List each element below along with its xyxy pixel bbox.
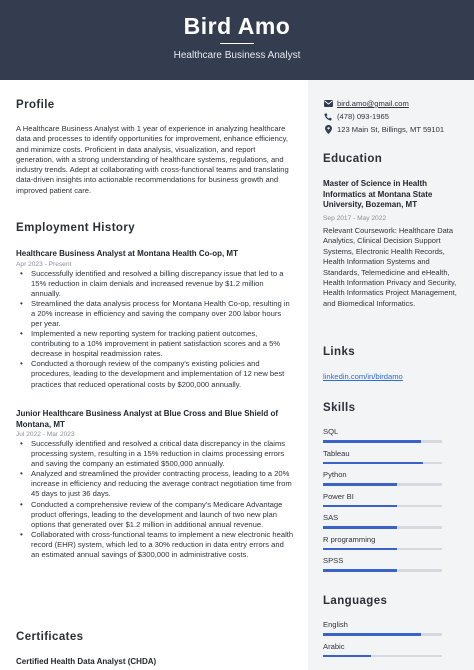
skill-level-track: [323, 440, 442, 443]
candidate-name: Bird Amo: [183, 13, 291, 39]
job-bullets: [16, 439, 294, 560]
job-dates: Apr 2023 - Present: [16, 260, 72, 268]
job-bullets: [16, 269, 294, 390]
job-dates: Jul 2022 - Mar 2023: [16, 431, 75, 438]
skill-level-fill: [323, 483, 397, 486]
skill-item: [323, 492, 442, 508]
certificates-heading: Certificates: [16, 631, 84, 643]
skill-item: [323, 535, 442, 551]
links-heading: Links: [323, 346, 356, 358]
resume-header: [0, 0, 474, 80]
contact-email: [323, 98, 463, 109]
skill-item: [323, 513, 442, 529]
skill-level-track: [323, 569, 442, 572]
language-item: [323, 620, 442, 636]
languages-heading: Languages: [323, 595, 388, 607]
skill-name: Power BI: [323, 491, 354, 501]
language-level-track: [323, 633, 442, 636]
job-bullet: • Conducted a comprehensive review of the company's Medicare Advantage product offerings, leading to the development and launch of two new plan options that generated over $1.2 million in additional annual revenue.: [16, 500, 294, 530]
education-degree: Master of Science in Health Informatics at Montana State University, Bozeman, MT: [323, 179, 433, 209]
certificate-item: Certified Health Data Analyst (CHDA): [16, 657, 157, 666]
skill-name: Python: [323, 470, 347, 479]
job-bullet: • Analyzed and streamlined the provider contracting process, leading to a 20% increase in efficiency and reducing the average contract negotiation time from 45 days to just 36 days.: [16, 469, 294, 499]
employment-heading: Employment History: [16, 222, 136, 234]
language-level-track: [323, 655, 442, 658]
phone-number: (478) 093-1965: [337, 112, 389, 121]
phone-icon: [323, 112, 333, 122]
education-heading: Education: [323, 153, 383, 165]
language-level-fill: [323, 655, 371, 658]
language-item: [323, 642, 442, 658]
skill-level-fill: [323, 548, 397, 551]
job-bullet: • Streamlined the data analysis process for Montana Health Co-op, resulting in a 20% increase in efficiency and saving the company over 200 labor hours per year.: [16, 299, 294, 329]
skill-level-fill: [323, 462, 423, 465]
contact-phone: [323, 111, 463, 122]
skill-name: SAS: [323, 513, 339, 522]
skill-level-fill: [323, 526, 397, 529]
linkedin-link[interactable]: linkedin.com/in/birdamo: [323, 372, 403, 381]
job-bullet: • Successfully identified and resolved a billing discrepancy issue that led to a 15% reduction in claim denials and increased revenue by $1.2 million annually.: [16, 269, 294, 299]
job-entry: [16, 409, 294, 560]
job-bullet: • Successfully identified and resolved a critical data discrepancy in the claims processing system, resulting in a 15% reduction in claims processing errors and saving the company an estimated $500,000 annually.: [16, 439, 294, 469]
job-entry: [16, 249, 294, 390]
contact-address: [323, 124, 463, 135]
skill-item: [323, 427, 442, 443]
skill-name: Tableau: [323, 448, 350, 458]
candidate-title: Healthcare Business Analyst: [173, 50, 301, 61]
profile-heading: Profile: [16, 99, 55, 111]
sidebar: [308, 80, 474, 670]
skill-name: SQL: [323, 427, 339, 436]
skill-level-track: [323, 548, 442, 551]
main-column: [16, 80, 294, 670]
job-title: Junior Healthcare Business Analyst at Blue Cross and Blue Shield of Montana, MT: [16, 409, 278, 429]
skill-level-track: [323, 462, 442, 465]
map-pin-icon: [323, 125, 333, 135]
skill-level-fill: [323, 440, 421, 443]
skill-level-track: [323, 483, 442, 486]
address-text: 123 Main St, Billings, MT 59101: [337, 125, 445, 134]
job-bullet: • Conducted a thorough review of the company's existing policies and procedures, leading to the development and implementation of 12 new best practices that reduced operational costs by $200,000 annually.: [16, 359, 294, 389]
header-divider: [220, 43, 254, 44]
job-bullet: • Implemented a new reporting system for tracking patient outcomes, contributing to a 10% improvement in patient satisfaction scores and a 5% decrease in hospital readmission rates.: [16, 329, 294, 359]
contact-block: [323, 98, 463, 137]
language-name: Arabic: [323, 641, 345, 651]
skill-item: [323, 470, 442, 486]
skill-level-track: [323, 526, 442, 529]
skill-level-track: [323, 505, 442, 508]
language-level-fill: [323, 633, 421, 636]
skill-item: [323, 556, 442, 572]
skill-item: [323, 449, 442, 465]
job-title: Healthcare Business Analyst at Montana Health Co-op, MT: [16, 249, 238, 258]
skill-level-fill: [323, 505, 397, 508]
profile-text: A Healthcare Business Analyst with 1 year of experience in analyzing healthcare data and processes to identify opportunities for improvement, enhance efficiency, and minimize costs. Proficient in data analysis, visualization, and report generation, with a strong understanding of healthcare systems, regulations, and industry trends. Adept at collaborating with cross-functional teams and translating data-driven insights into actionable recommendations for business growth and improved patient care.: [16, 124, 289, 195]
skill-level-fill: [323, 569, 397, 572]
language-name: English: [323, 620, 348, 629]
email-link[interactable]: bird.amo@gmail.com: [337, 99, 409, 108]
skill-name: R programming: [323, 534, 376, 544]
education-coursework: Relevant Coursework: Healthcare Data Analytics, Clinical Decision Support Systems, Electronic Health Records, Health Information Systems and Standards, Telemedicine and eHealth, Health Information Privacy and Security, Health Informatics Project Management, and Biomedical Informatics.: [323, 226, 457, 308]
skills-heading: Skills: [323, 402, 356, 414]
job-bullet: • Collaborated with cross-functional teams to implement a new electronic health record (EHR) system, which led to a 30% reduction in data entry errors and an estimated annual savings of $300,000 in administrative costs.: [16, 530, 294, 560]
skill-name: SPSS: [323, 556, 344, 565]
education-dates: Sep 2017 - May 2022: [323, 215, 387, 222]
envelope-icon: [323, 99, 333, 109]
